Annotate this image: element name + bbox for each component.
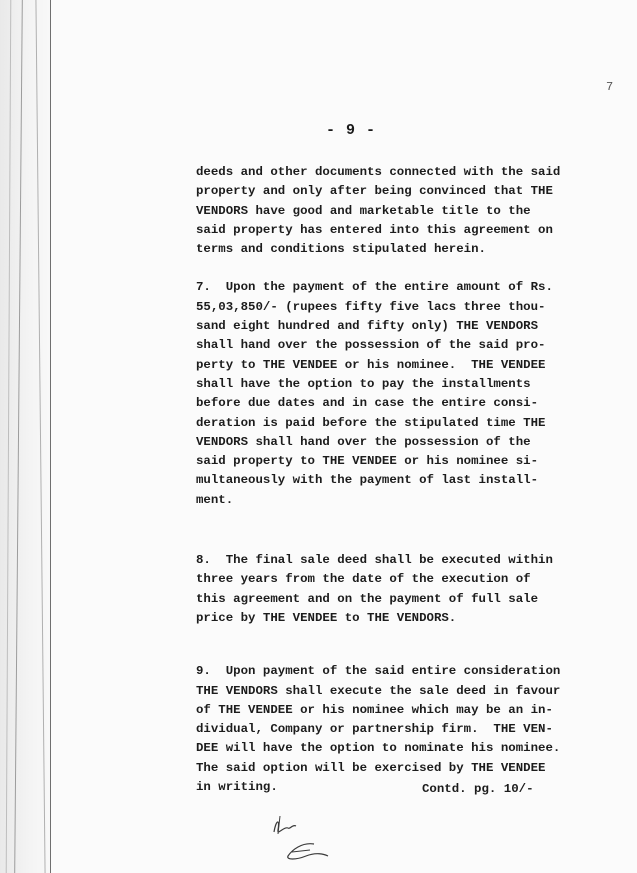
text-line: three years from the date of the execution of	[196, 572, 531, 587]
document-body	[196, 163, 576, 797]
corner-mark: 7	[606, 80, 614, 94]
text-line: DEE will have the option to nominate his nominee.	[196, 741, 561, 756]
text-line: shall have the option to pay the installments	[196, 376, 531, 391]
text-line: of THE VENDEE or his nominee which may be an in-	[196, 702, 553, 717]
text-line: perty to THE VENDEE or his nominee. THE VENDEE	[196, 357, 546, 372]
handwritten-initials-icon	[266, 812, 346, 872]
text-line: said property has entered into this agreement on	[196, 222, 553, 237]
text-line: deeds and other documents connected with the said	[196, 165, 561, 179]
page-number: - 9 -	[326, 122, 377, 139]
paragraph-clause-7	[196, 278, 576, 510]
text-line: VENDORS shall hand over the possession of the	[196, 434, 531, 449]
text-line: 7. Upon the payment of the entire amount of Rs.	[196, 280, 553, 295]
paragraph-clause-8	[196, 551, 576, 628]
text-line: before due dates and in case the entire consi-	[196, 396, 539, 411]
text-line: price by THE VENDEE to THE VENDORS.	[196, 610, 457, 625]
text-line: THE VENDORS shall execute the sale deed in favour	[196, 683, 561, 698]
text-line: ment.	[196, 492, 234, 507]
paragraph-clause-9	[196, 662, 576, 797]
text-line: shall hand over the possession of the said pro-	[196, 338, 546, 353]
text-line: property and only after being convinced that THE	[196, 184, 553, 199]
text-line: 9. Upon payment of the said entire consideration	[196, 664, 561, 679]
text-line: deration is paid before the stipulated time THE	[196, 415, 546, 430]
continued-note: Contd. pg. 10/-	[422, 782, 534, 796]
text-line: this agreement and on the payment of full sale	[196, 591, 539, 606]
text-line: in writing.	[196, 780, 278, 795]
text-line: said property to THE VENDEE or his nominee si-	[196, 454, 539, 469]
paragraph-continuation	[196, 163, 576, 259]
stacked-page-edge	[50, 0, 52, 873]
text-line: dividual, Company or partnership firm. THE VEN-	[196, 722, 553, 737]
text-line: VENDORS have good and marketable title to the	[196, 203, 531, 218]
text-line: multaneously with the payment of last install-	[196, 473, 539, 488]
text-line: sand eight hundred and fifty only) THE VENDORS	[196, 319, 539, 334]
text-line: terms and conditions stipulated herein.	[196, 242, 486, 257]
text-line: 55,03,850/- (rupees fifty five lacs three thou-	[196, 299, 546, 314]
text-line: The said option will be exercised by THE VENDEE	[196, 760, 546, 775]
text-line: 8. The final sale deed shall be executed within	[196, 553, 553, 568]
